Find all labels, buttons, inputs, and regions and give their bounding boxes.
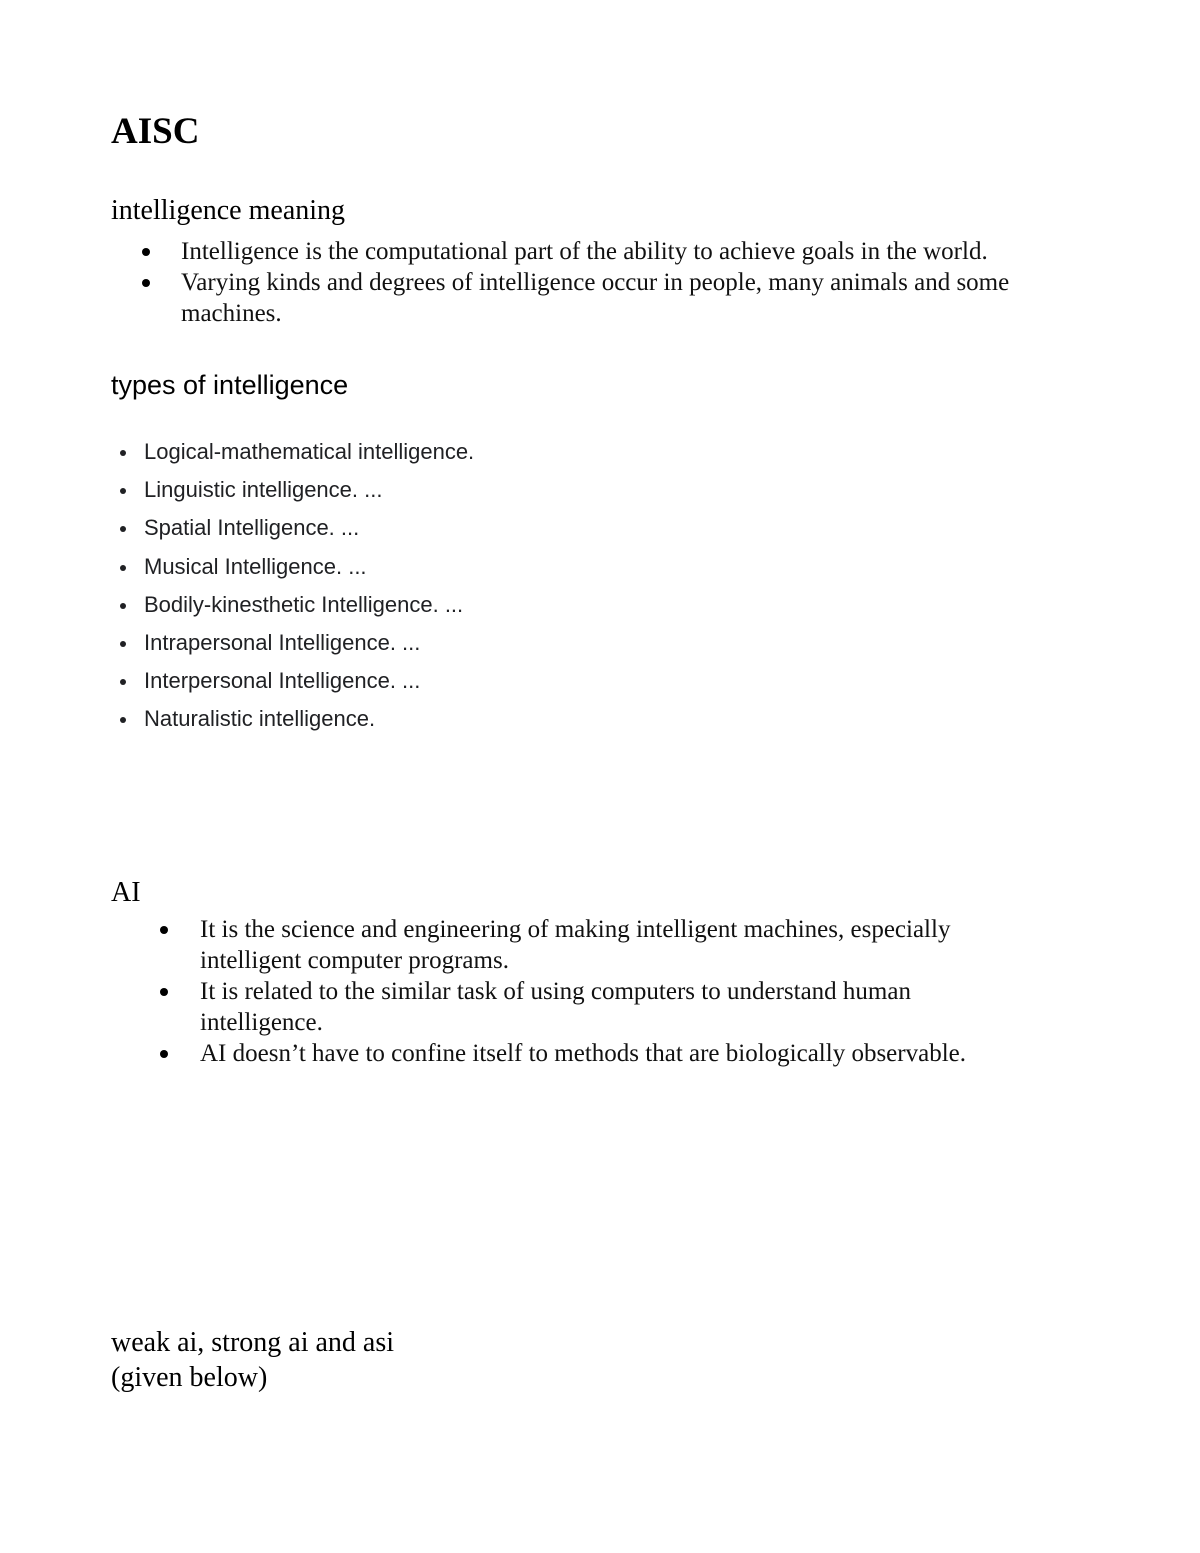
bullet-icon [120, 565, 126, 571]
list-item [0, 1038, 1040, 1069]
list-item [0, 665, 474, 703]
list-item [0, 627, 474, 665]
section-heading-ai: AI [111, 877, 141, 908]
list-item-text: Naturalistic intelligence. [144, 706, 376, 732]
list-item [0, 267, 1031, 329]
bullet-icon [120, 641, 126, 647]
list-item [0, 914, 1030, 976]
list-item-text: Logical-mathematical intelligence. [144, 439, 475, 464]
list-item-text: Spatial Intelligence. ... [144, 515, 360, 541]
bullet-icon [120, 488, 126, 494]
bullet-icon [142, 248, 150, 256]
bullet-icon [160, 988, 168, 996]
list-item-text: It is related to the similar task of using computers to understand human intelligence. [200, 978, 911, 1036]
bullet-icon [142, 279, 150, 287]
list-item-text: Bodily-kinesthetic Intelligence. ... [144, 591, 464, 617]
bullet-icon [160, 926, 168, 934]
list-item-text: Linguistic intelligence. ... [144, 477, 383, 503]
list-item-text: Varying kinds and degrees of intelligence occur in people, many animals and some machines. [181, 269, 1010, 327]
list-item-text: Interpersonal Intelligence. ... [144, 668, 421, 694]
list-item-text: AI doesn’t have to confine itself to methods that are biologically observable. [200, 1040, 966, 1067]
list-item [0, 703, 474, 741]
intelligence-meaning-list [0, 236, 1060, 329]
document-title: AISC [111, 111, 200, 152]
list-item-text: Intelligence is the computational part of the ability to achieve goals in the world. [181, 238, 988, 265]
list-item [0, 551, 474, 589]
list-item-text: It is the science and engineering of making intelligent machines, especially intelligent computer programs. [200, 916, 951, 974]
bullet-icon [120, 450, 126, 456]
list-item [0, 976, 990, 1038]
list-item [0, 436, 474, 474]
bullet-icon [120, 603, 126, 609]
list-item [0, 512, 474, 550]
types-of-intelligence-list [0, 436, 474, 742]
given-below-note: (given below) [111, 1362, 268, 1393]
bullet-icon [120, 717, 126, 723]
list-item-text: Musical Intelligence. ... [144, 553, 367, 579]
weak-strong-ai-heading: weak ai, strong ai and asi [111, 1327, 395, 1358]
list-item [0, 474, 474, 512]
list-item [0, 236, 1060, 267]
bullet-icon [160, 1050, 168, 1058]
section-heading-types-of-intelligence: types of intelligence [111, 370, 349, 400]
section-heading-intelligence-meaning: intelligence meaning [111, 195, 346, 226]
bullet-icon [120, 526, 126, 532]
ai-list [0, 914, 1040, 1069]
bullet-icon [120, 679, 126, 685]
list-item [0, 589, 474, 627]
list-item-text: Intrapersonal Intelligence. ... [144, 629, 421, 655]
